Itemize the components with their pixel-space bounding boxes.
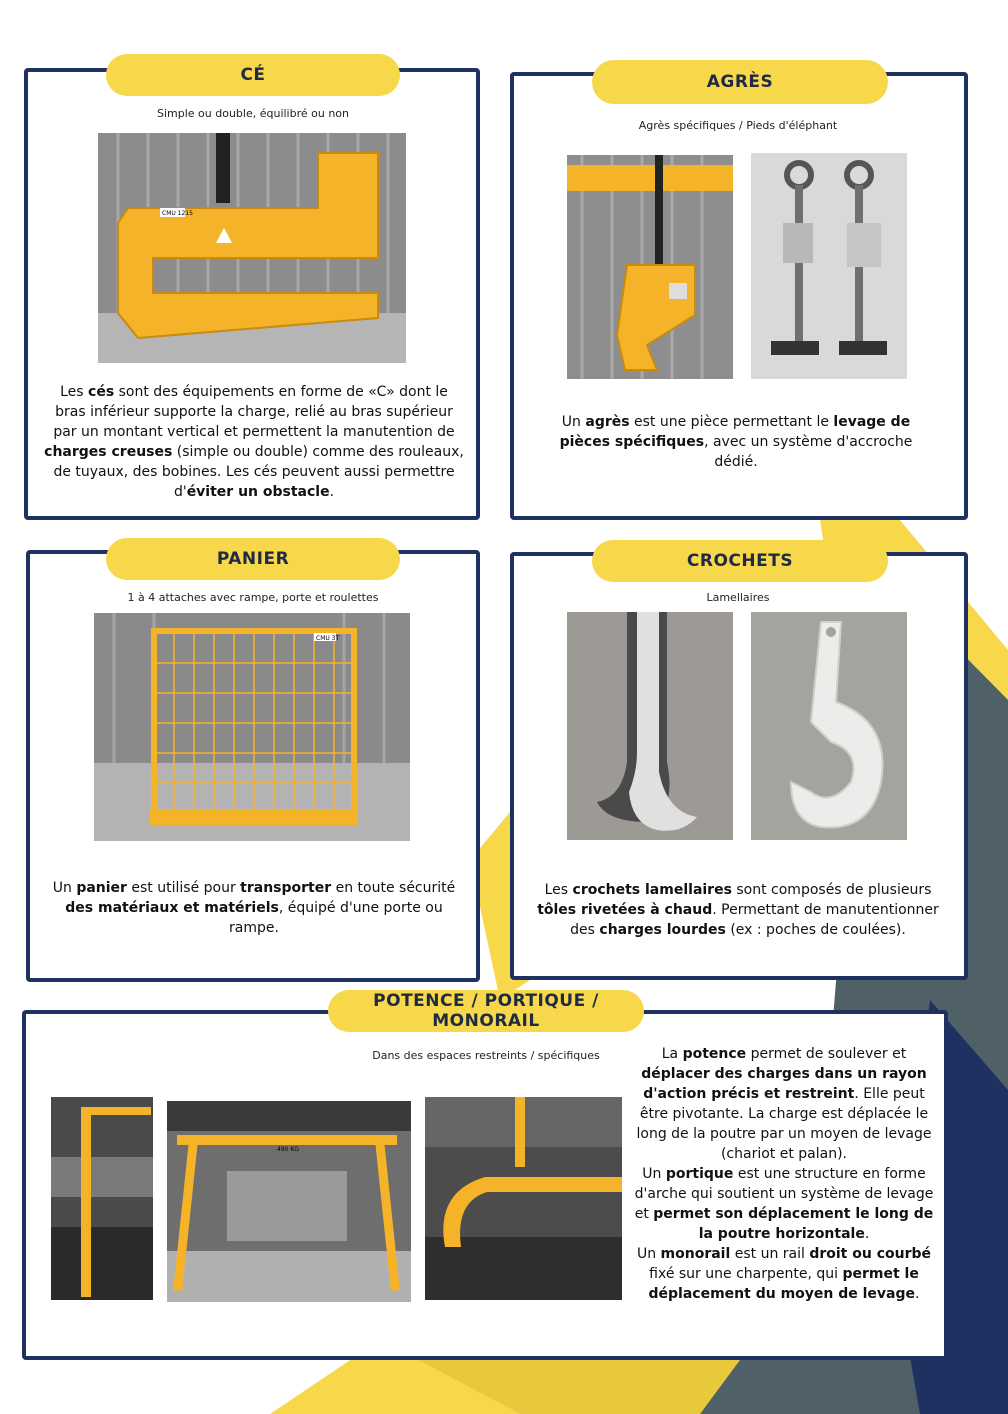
text-run: sont des équipements en forme de «C» dont le bras inférieur supporte la charge, relié au bras supérieur par un montant vertical et permettent la manutention de (53, 384, 455, 440)
text-run: Un (636, 1246, 661, 1262)
panier-photo-label: CMU 3T (316, 635, 340, 642)
bold-text: tôles rivetées à chaud (537, 902, 713, 918)
panier-subtitle: 1 à 4 attaches avec rampe, porte et roulettes (127, 591, 379, 604)
text-run: fixé sur une charpente, qui (649, 1266, 843, 1282)
text-run: , avec un système d'accroche dédié. (704, 434, 913, 470)
ce-photo-label: CMU 1215 (162, 210, 193, 217)
text-run: , équipé d'une porte ou rampe. (229, 900, 443, 936)
crochets-photo-right (751, 612, 907, 840)
text-run: . Elle peut être pivotante. La charge est déplacée le long de la poutre par un moyen de levage (chariot et palan). (636, 1086, 932, 1162)
crochets-description (524, 880, 952, 940)
bold-text: portique (665, 1166, 734, 1182)
ce-description (44, 382, 464, 502)
text-run: en toute sécurité (331, 880, 456, 896)
text-run: . (915, 1286, 920, 1302)
portique-photo-label: 490 KG (277, 1146, 299, 1153)
agres-photo-elephant-feet (751, 153, 907, 379)
text-run: est une structure en forme d'arche qui soutient un système de levage et (634, 1166, 934, 1222)
ce-photo (98, 133, 406, 363)
bold-text: agrès (585, 414, 630, 430)
bold-text: crochets lamellaires (572, 882, 732, 898)
bold-text: droit ou courbé (809, 1246, 932, 1262)
agres-title: AGRÈS (592, 60, 888, 104)
text-run: La (661, 1046, 683, 1062)
text-run: sont composés de plusieurs (731, 882, 932, 898)
text-run: Les (544, 882, 573, 898)
potence-title: POTENCE / PORTIQUE / MONORAIL (328, 990, 644, 1032)
crochets-title: CROCHETS (592, 540, 888, 582)
text-run: . (329, 484, 335, 500)
bold-text: charges creuses (44, 444, 173, 460)
bold-text: monorail (660, 1246, 731, 1262)
bold-text: panier (76, 880, 127, 896)
text-run: est un rail (730, 1246, 810, 1262)
potence-photo (51, 1097, 153, 1300)
crochets-photo-left (567, 612, 733, 840)
agres-description (548, 412, 924, 472)
portique-photo (167, 1101, 411, 1302)
text-run: (ex : poches de coulées). (725, 922, 906, 938)
bold-text: déplacer des charges dans un rayon d'action précis et restreint (641, 1066, 927, 1102)
ce-title: CÉ (106, 54, 400, 96)
potence-subtitle: Dans des espaces restreints / spécifiques (372, 1049, 600, 1062)
bold-text: levage de pièces spécifiques (559, 414, 911, 450)
bold-text: permet son déplacement le long de la poutre horizontale (653, 1206, 934, 1242)
bold-text: permet le déplacement du moyen de levage (648, 1266, 919, 1302)
panier-description (44, 878, 464, 938)
text-run: (simple ou double) comme des rouleaux, de tuyaux, des bobines. Les cés peuvent aussi permettre d' (53, 444, 464, 500)
bold-text: transporter (240, 880, 332, 896)
text-run: est une pièce permettant le (629, 414, 834, 430)
ce-subtitle: Simple ou double, équilibré ou non (156, 107, 350, 120)
agres-photo-hook (567, 155, 733, 379)
panier-photo (94, 613, 410, 841)
bold-text: cés (88, 384, 115, 400)
text-run: est utilisé pour (126, 880, 241, 896)
panier-title: PANIER (106, 538, 400, 580)
bold-text: potence (682, 1046, 747, 1062)
text-run: . Permettant de manutentionner des (570, 902, 939, 938)
agres-subtitle: Agrès spécifiques / Pieds d'éléphant (638, 119, 838, 132)
text-run: Un (642, 1166, 666, 1182)
text-run: Un (561, 414, 586, 430)
monorail-photo (425, 1097, 622, 1300)
bold-text: charges lourdes (599, 922, 726, 938)
text-run: permet de soulever et (746, 1046, 907, 1062)
text-run: Les (60, 384, 89, 400)
crochets-subtitle: Lamellaires (706, 591, 770, 604)
bold-text: des matériaux et matériels (65, 900, 279, 916)
text-run: . (864, 1226, 870, 1242)
bold-text: éviter un obstacle (186, 484, 330, 500)
text-run: Un (52, 880, 77, 896)
potence-description (634, 1044, 934, 1304)
